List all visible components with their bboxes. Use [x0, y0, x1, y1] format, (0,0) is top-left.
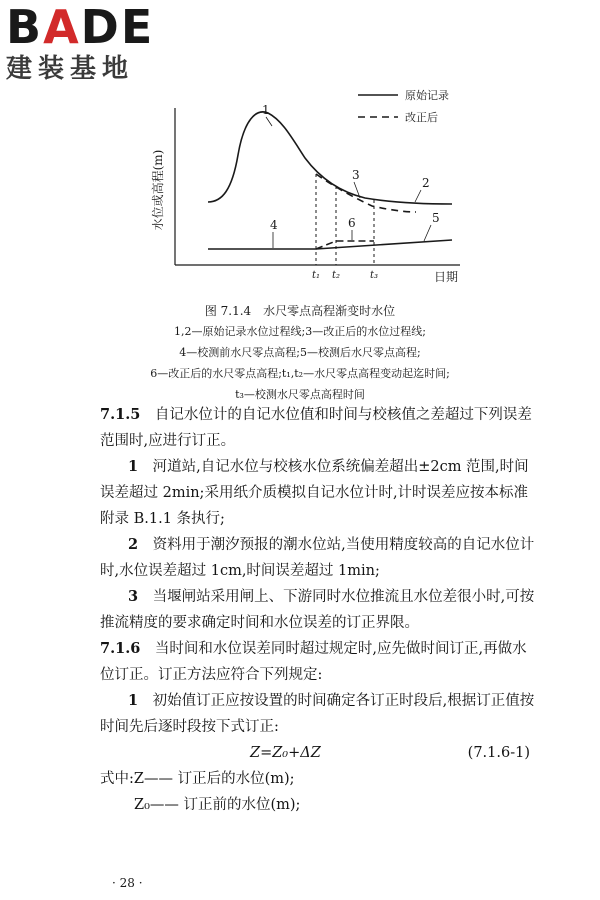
- figure-caption-line-2: 4—校测前水尺零点高程;5—校测后水尺零点高程;: [179, 346, 421, 359]
- formula: Z=Z₀+ΔZ: [250, 745, 321, 761]
- definition-z: 式中:Z—— 订正后的水位(m);: [100, 771, 295, 787]
- logo: [6, 0, 206, 84]
- y-axis-label: 水位或高程(m): [151, 149, 165, 231]
- curve-label-3: 3: [352, 168, 360, 182]
- time-label-t2: t₂: [332, 270, 341, 281]
- time-label-t3: t₃: [370, 270, 379, 281]
- figure-caption-title: 图 7.1.4 水尺零点高程渐变时水位: [204, 304, 396, 318]
- clause-7-1-6-item-1: 1 初始值订正应按设置的时间确定各订正时段后,根据订正值按时间先后逐时段按下式订正:: [100, 692, 535, 735]
- curve-label-6: 6: [348, 216, 356, 230]
- logo-wordmark: BADE: [6, 0, 155, 54]
- clause-7-1-5-item-1: 1 河道站,自记水位与校核水位系统偏差超出±2cm 范围,时间误差超过 2min;采用纸介质模拟自记水位计时,计时误差应按本标准附录 B.1.1 条执行;: [100, 458, 529, 527]
- legend-solid-label: 原始记录: [405, 89, 449, 102]
- logo-subtitle: 建装基地: [6, 54, 135, 84]
- curve-label-1: 1: [262, 103, 270, 117]
- clause-7-1-5: 7.1.5 自记水位计的自记水位值和时间与校核值之差超过下列误差范围时,应进行订正。: [100, 406, 532, 449]
- clause-7-1-5-item-3: 3 当堰闸站采用闸上、下游同时水位推流且水位差很小时,可按推流精度的要求确定时间和水位误差的订正界限。: [100, 588, 535, 631]
- clause-7-1-6: 7.1.6 当时间和水位误差同时超过规定时,应先做时间订正,再做水位订正。订正方法应符合下列规定:: [100, 640, 527, 683]
- figure-caption-line-3: 6—改正后的水尺零点高程;t₁,t₂—水尺零点高程变动起迄时间;: [150, 367, 450, 380]
- curve-label-5: 5: [432, 211, 440, 225]
- body-text: [100, 402, 540, 818]
- legend-dashed-label: 改正后: [405, 111, 438, 124]
- clause-7-1-5-item-2: 2 资料用于潮汐预报的潮水位站,当使用精度较高的自记水位计时,水位误差超过 1cm,时间误差超过 1min;: [100, 536, 535, 579]
- formula-row: [100, 740, 540, 766]
- time-label-t1: t₁: [312, 270, 321, 281]
- page-number: · 28 ·: [112, 876, 143, 890]
- curve-label-2: 2: [422, 176, 430, 190]
- figure-caption-line-1: 1,2—原始记录水位过程线;3—改正后的水位过程线;: [174, 325, 426, 338]
- formula-number: (7.1.6-1): [467, 745, 530, 761]
- water-level-figure: [140, 80, 470, 292]
- curve-original-record: [208, 112, 452, 204]
- x-axis-label: 日期: [434, 270, 459, 284]
- definition-z0: Z₀—— 订正前的水位(m);: [134, 797, 301, 813]
- curve-label-4: 4: [270, 218, 278, 232]
- curve-corrected: [316, 174, 416, 212]
- figure-caption-line-4: t₃—校测水尺零点高程时间: [235, 388, 365, 401]
